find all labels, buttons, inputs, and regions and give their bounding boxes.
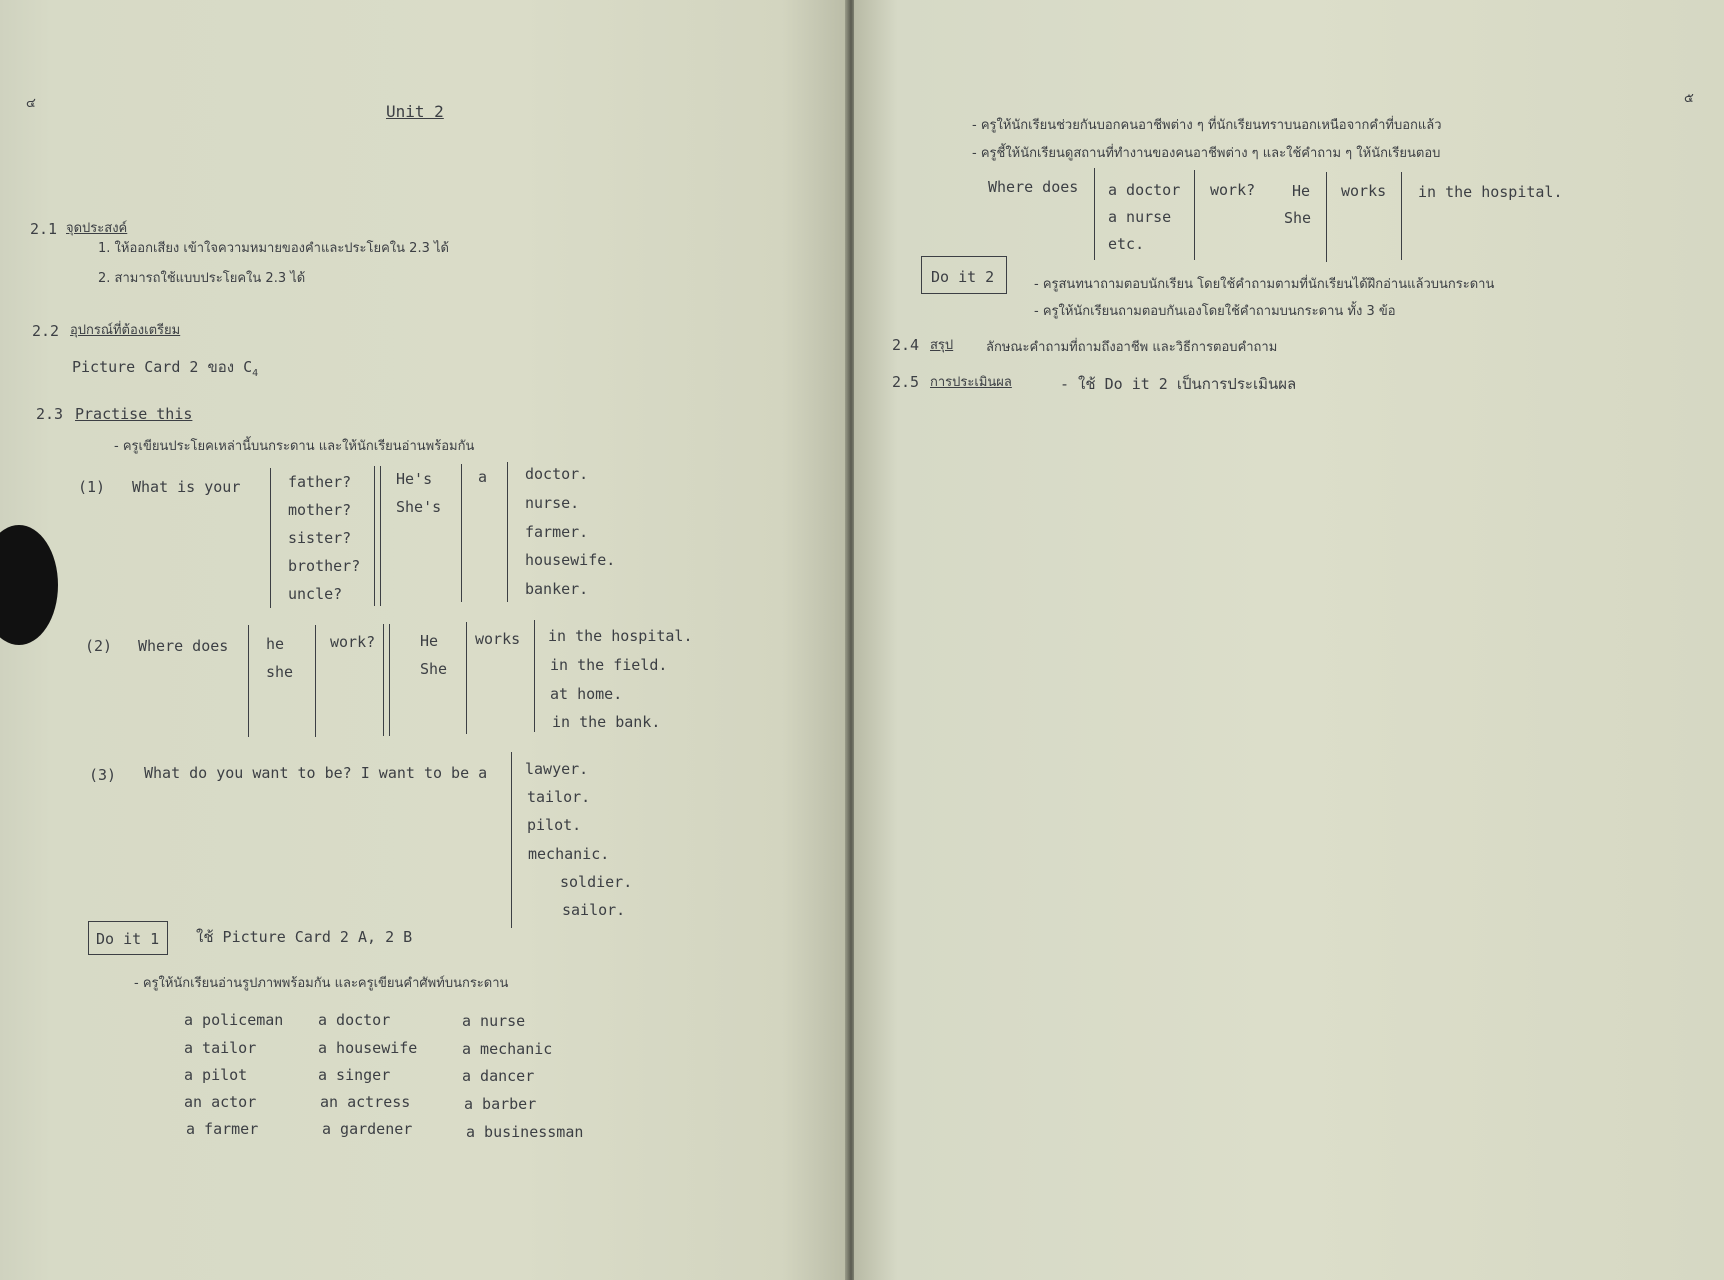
job-word: doctor. xyxy=(525,465,589,483)
table-divider xyxy=(1326,172,1327,262)
place-phrase: in the bank. xyxy=(552,713,661,731)
question-stem: Where does xyxy=(988,178,1079,196)
vocab-word: a dancer xyxy=(462,1067,535,1085)
vocab-word: a pilot xyxy=(184,1066,248,1084)
do-it-1-label: Do it 1 xyxy=(96,930,160,948)
vocab-word: a doctor xyxy=(318,1011,391,1029)
pronoun: He's xyxy=(396,470,433,488)
relation-word: uncle? xyxy=(288,585,343,603)
right-intro-line: - ครูให้นักเรียนช่วยกันบอกคนอาชีพต่าง ๆ ที่นักเรียนทราบนอกเหนือจากคำที่บอกแล้ว xyxy=(972,118,1442,133)
place-phrase: in the hospital. xyxy=(548,627,693,645)
table-divider xyxy=(315,625,316,737)
question-stem: Where does xyxy=(138,637,229,655)
section-2-1-number: 2.1 xyxy=(30,220,58,238)
question-stem: What do you want to be? I want to be a xyxy=(144,764,488,782)
relation-word: sister? xyxy=(288,529,352,547)
verb-word: work? xyxy=(1210,181,1256,199)
do-it-2-line: - ครูสนทนาถามตอบนักเรียน โดยใช้คำถามตามที่นักเรียนได้ฝึกอ่านแล้วบนกระดาน xyxy=(1034,277,1495,292)
vocab-word: a barber xyxy=(464,1095,537,1113)
job-word: tailor. xyxy=(527,788,591,806)
table-number: (2) xyxy=(85,637,113,655)
table-divider xyxy=(1094,168,1095,260)
relation-word: father? xyxy=(288,473,352,491)
answer-subject: She xyxy=(1284,209,1312,227)
page-title: Unit 2 xyxy=(386,102,444,121)
table-divider xyxy=(270,468,271,608)
table-divider xyxy=(534,620,535,732)
practise-instruction: - ครูเขียนประโยคเหล่านี้บนกระดาน และให้นักเรียนอ่านพร้อมกัน xyxy=(114,439,475,454)
answer-verb: works xyxy=(1341,182,1387,200)
table-divider xyxy=(466,622,467,734)
do-it-2-line: - ครูให้นักเรียนถามตอบกันเองโดยใช้คำถามบนกระดาน ทั้ง 3 ข้อ xyxy=(1034,304,1396,319)
job-word: housewife. xyxy=(525,551,616,569)
answer-subject: He xyxy=(1292,182,1311,200)
job-word: soldier. xyxy=(560,873,633,891)
section-2-3-heading: Practise this xyxy=(75,405,193,423)
place-phrase: at home. xyxy=(550,685,623,703)
subject-word: she xyxy=(266,663,294,681)
do-it-1-instruction: - ครูให้นักเรียนอ่านรูปภาพพร้อมกัน และครูเขียนคำศัพท์บนกระดาน xyxy=(134,976,509,991)
do-it-2-label: Do it 2 xyxy=(931,268,995,286)
section-2-4-heading: สรุป xyxy=(930,338,954,353)
table-divider xyxy=(389,624,390,736)
objective-item-1: 1. ให้ออกเสียง เข้าใจความหมายของคำและประโยคใน 2.3 ได้ xyxy=(98,241,449,256)
job-word: mechanic. xyxy=(528,845,610,863)
table-divider xyxy=(461,464,462,602)
table-number: (1) xyxy=(78,478,106,496)
table-divider xyxy=(507,462,508,602)
subject-word: a doctor xyxy=(1108,181,1181,199)
answer-subject: He xyxy=(420,632,439,650)
right-intro-line: - ครูชี้ให้นักเรียนดูสถานที่ทำงานของคนอาชีพต่าง ๆ และใช้คำถาม ๆ ให้นักเรียนตอบ xyxy=(972,146,1441,161)
table-divider xyxy=(511,752,512,928)
place-phrase: in the field. xyxy=(550,656,668,674)
binder-hole xyxy=(0,525,58,645)
place-phrase: in the hospital. xyxy=(1418,183,1563,201)
table-divider xyxy=(374,466,375,606)
question-stem: What is your xyxy=(132,478,241,496)
vocab-word: a singer xyxy=(318,1066,391,1084)
vocab-word: a farmer xyxy=(186,1120,259,1138)
section-2-1-heading: จุดประสงค์ xyxy=(66,221,128,236)
section-2-4-number: 2.4 xyxy=(892,336,920,354)
answer-subject: She xyxy=(420,660,448,678)
vocab-word: a housewife xyxy=(318,1039,418,1057)
left-page xyxy=(0,0,850,1280)
table-divider xyxy=(1194,170,1195,260)
article: a xyxy=(478,468,488,486)
section-2-5-number: 2.5 xyxy=(892,373,920,391)
section-2-5-body: - ใช้ Do it 2 เป็นการประเมินผล xyxy=(1060,375,1297,393)
verb-word: work? xyxy=(330,633,376,651)
job-word: sailor. xyxy=(562,901,626,919)
job-word: lawyer. xyxy=(525,760,589,778)
table-divider xyxy=(380,466,381,606)
vocab-word: an actor xyxy=(184,1093,257,1111)
table-divider xyxy=(1401,172,1402,260)
section-2-2-heading: อุปกรณ์ที่ต้องเตรียม xyxy=(70,323,181,338)
vocab-word: a mechanic xyxy=(462,1040,553,1058)
vocab-word: a policeman xyxy=(184,1011,284,1029)
objective-item-2: 2. สามารถใช้แบบประโยคใน 2.3 ได้ xyxy=(98,271,306,286)
table-divider xyxy=(248,625,249,737)
vocab-word: a businessman xyxy=(466,1123,584,1141)
subject-word: a nurse xyxy=(1108,208,1172,226)
vocab-word: a nurse xyxy=(462,1012,526,1030)
section-2-5-heading: การประเมินผล xyxy=(930,375,1012,390)
table-number: (3) xyxy=(89,766,117,784)
page-number: ๕ xyxy=(1684,91,1694,106)
pronoun: She's xyxy=(396,498,442,516)
do-it-1-text: ใช้ Picture Card 2 A, 2 B xyxy=(196,928,413,946)
relation-word: brother? xyxy=(288,557,361,575)
materials-text: Picture Card 2 ของ $C_4$ xyxy=(72,358,259,379)
table-divider xyxy=(383,624,384,736)
page-number: ๔ xyxy=(26,96,36,111)
job-word: nurse. xyxy=(525,494,580,512)
relation-word: mother? xyxy=(288,501,352,519)
answer-verb: works xyxy=(475,630,521,648)
subject-word: he xyxy=(266,635,285,653)
section-2-3-number: 2.3 xyxy=(36,405,64,423)
vocab-word: a tailor xyxy=(184,1039,257,1057)
job-word: farmer. xyxy=(525,523,589,541)
section-2-2-number: 2.2 xyxy=(32,322,60,340)
vocab-word: a gardener xyxy=(322,1120,413,1138)
job-word: banker. xyxy=(525,580,589,598)
right-page xyxy=(854,0,1724,1280)
vocab-word: an actress xyxy=(320,1093,411,1111)
section-2-4-body: ลักษณะคำถามที่ถามถึงอาชีพ และวิธีการตอบคำถาม xyxy=(986,340,1278,355)
job-word: pilot. xyxy=(527,816,582,834)
subject-word: etc. xyxy=(1108,235,1145,253)
